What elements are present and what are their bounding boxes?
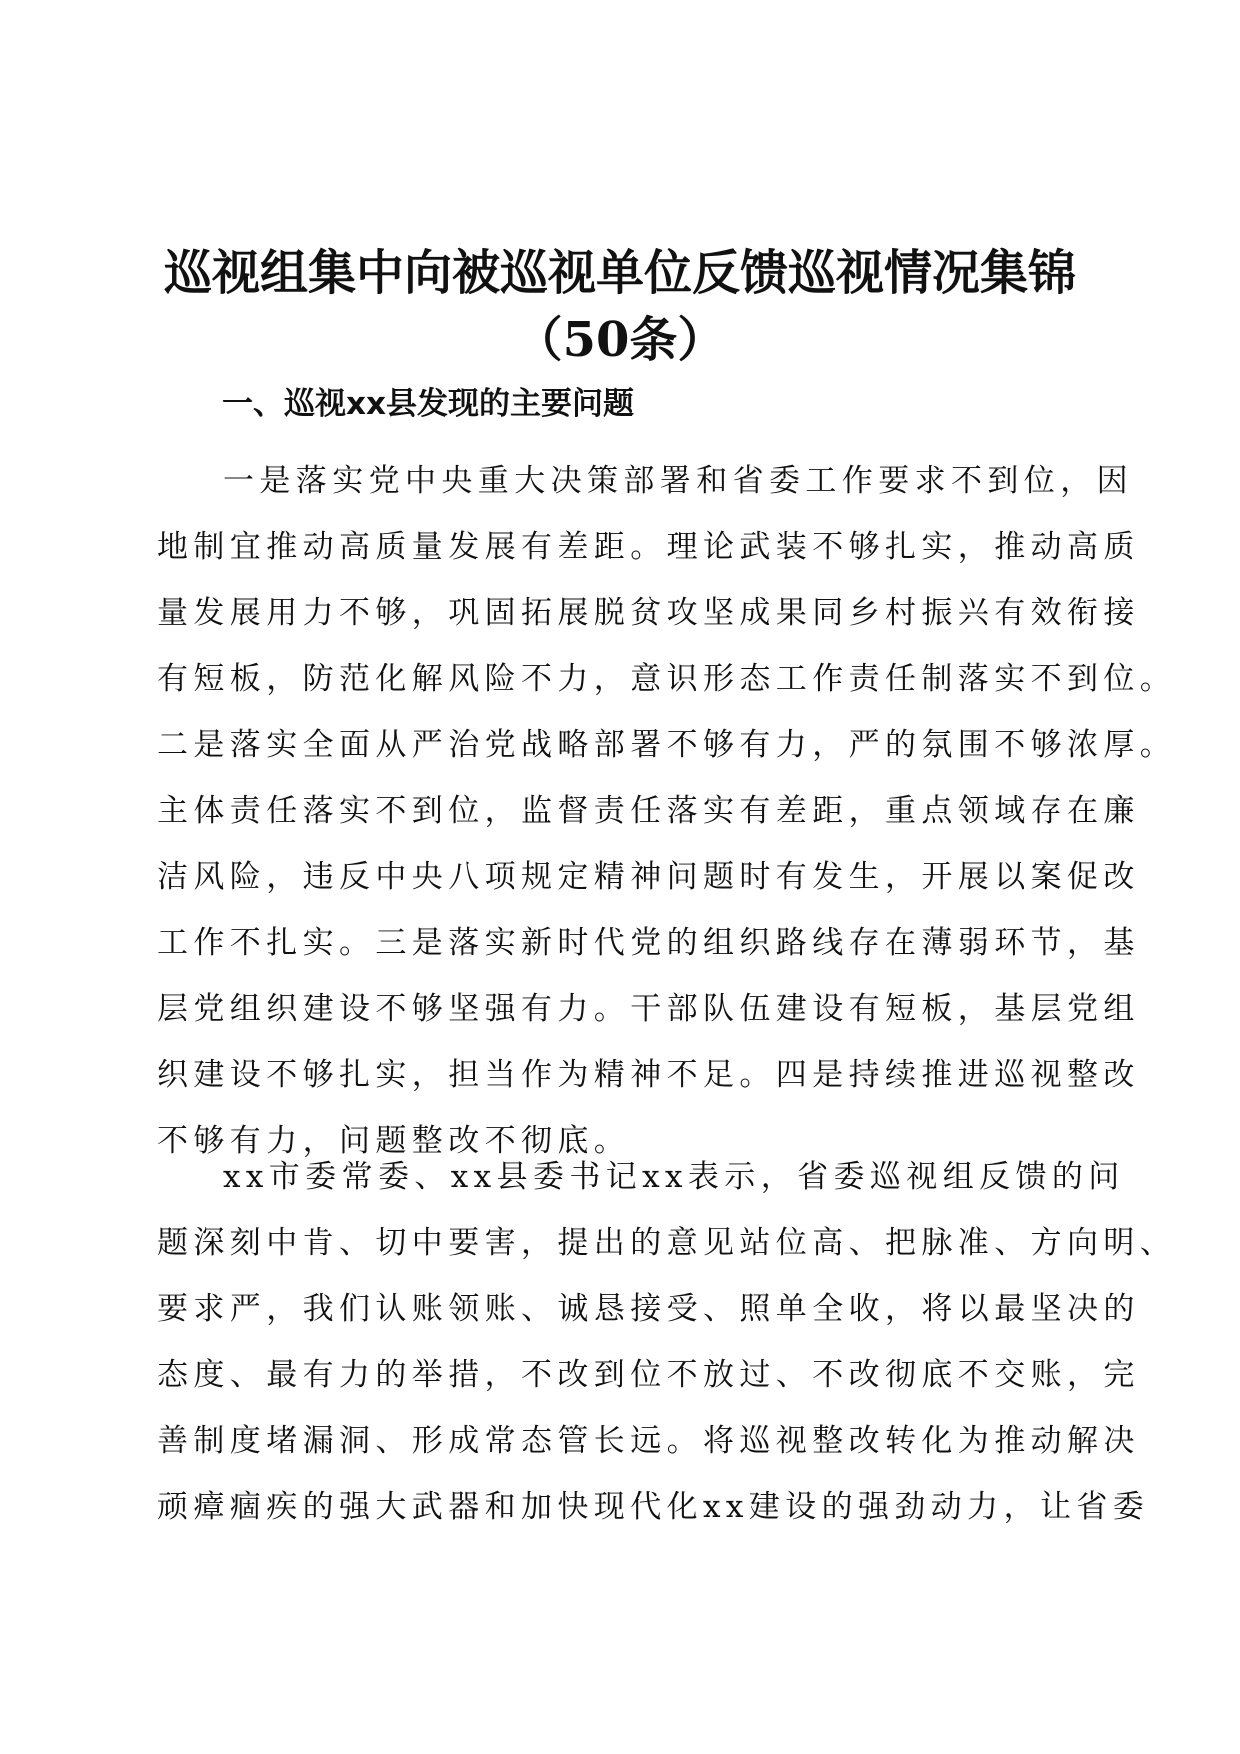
section-heading: 一、巡视xx县发现的主要问题 [222, 386, 634, 422]
paragraph-line: 二是落实全面从严治党战略部署不够有力，严的氛围不够浓厚。 [157, 727, 1177, 763]
paragraph-1 [157, 448, 1177, 1174]
paragraph-line: xx市委常委、xx县委书记xx表示，省委巡视组反馈的问 [223, 1159, 1125, 1195]
paragraph-line: 工作不扎实。三是落实新时代党的组织路线存在薄弱环节，基 [157, 925, 1140, 961]
paragraph-line: 顽瘴痼疾的强大武器和加快现代化xx建设的强劲动力，让省委 [157, 1489, 1150, 1525]
paragraph-line: 态度、最有力的举措，不改到位不放过、不改彻底不交账，完 [157, 1357, 1140, 1393]
paragraph-line: 有短板，防范化解风险不力，意识形态工作责任制落实不到位。 [157, 661, 1177, 697]
paragraph-line: 洁风险，违反中央八项规定精神问题时有发生，开展以案促改 [157, 859, 1140, 895]
paragraph-line: 善制度堵漏洞、形成常态管长远。将巡视整改转化为推动解决 [157, 1423, 1140, 1459]
document-title-line-1: 巡视组集中向被巡视单位反馈巡视情况集锦 [163, 245, 1076, 301]
paragraph-line: 不够有力，问题整改不彻底。 [157, 1123, 631, 1159]
paragraph-line: 题深刻中肯、切中要害，提出的意见站位高、把脉准、方向明、 [157, 1225, 1177, 1261]
paragraph-line: 一是落实党中央重大决策部署和省委工作要求不到位，因 [223, 463, 1133, 499]
paragraph-line: 要求严，我们认账领账、诚恳接受、照单全收，将以最坚决的 [157, 1291, 1140, 1327]
paragraph-line: 层党组织建设不够坚强有力。干部队伍建设有短板，基层党组 [157, 991, 1140, 1027]
paragraph-line: 量发展用力不够，巩固拓展脱贫攻坚成果同乡村振兴有效衔接 [157, 595, 1140, 631]
document-title-line-2: （50条） [514, 312, 726, 368]
paragraph-line: 织建设不够扎实，担当作为精神不足。四是持续推进巡视整改 [157, 1057, 1140, 1093]
paragraph-line: 地制宜推动高质量发展有差距。理论武装不够扎实，推动高质 [157, 529, 1140, 565]
paragraph-2 [157, 1144, 1177, 1540]
paragraph-line: 主体责任落实不到位，监督责任落实有差距，重点领域存在廉 [157, 793, 1140, 829]
